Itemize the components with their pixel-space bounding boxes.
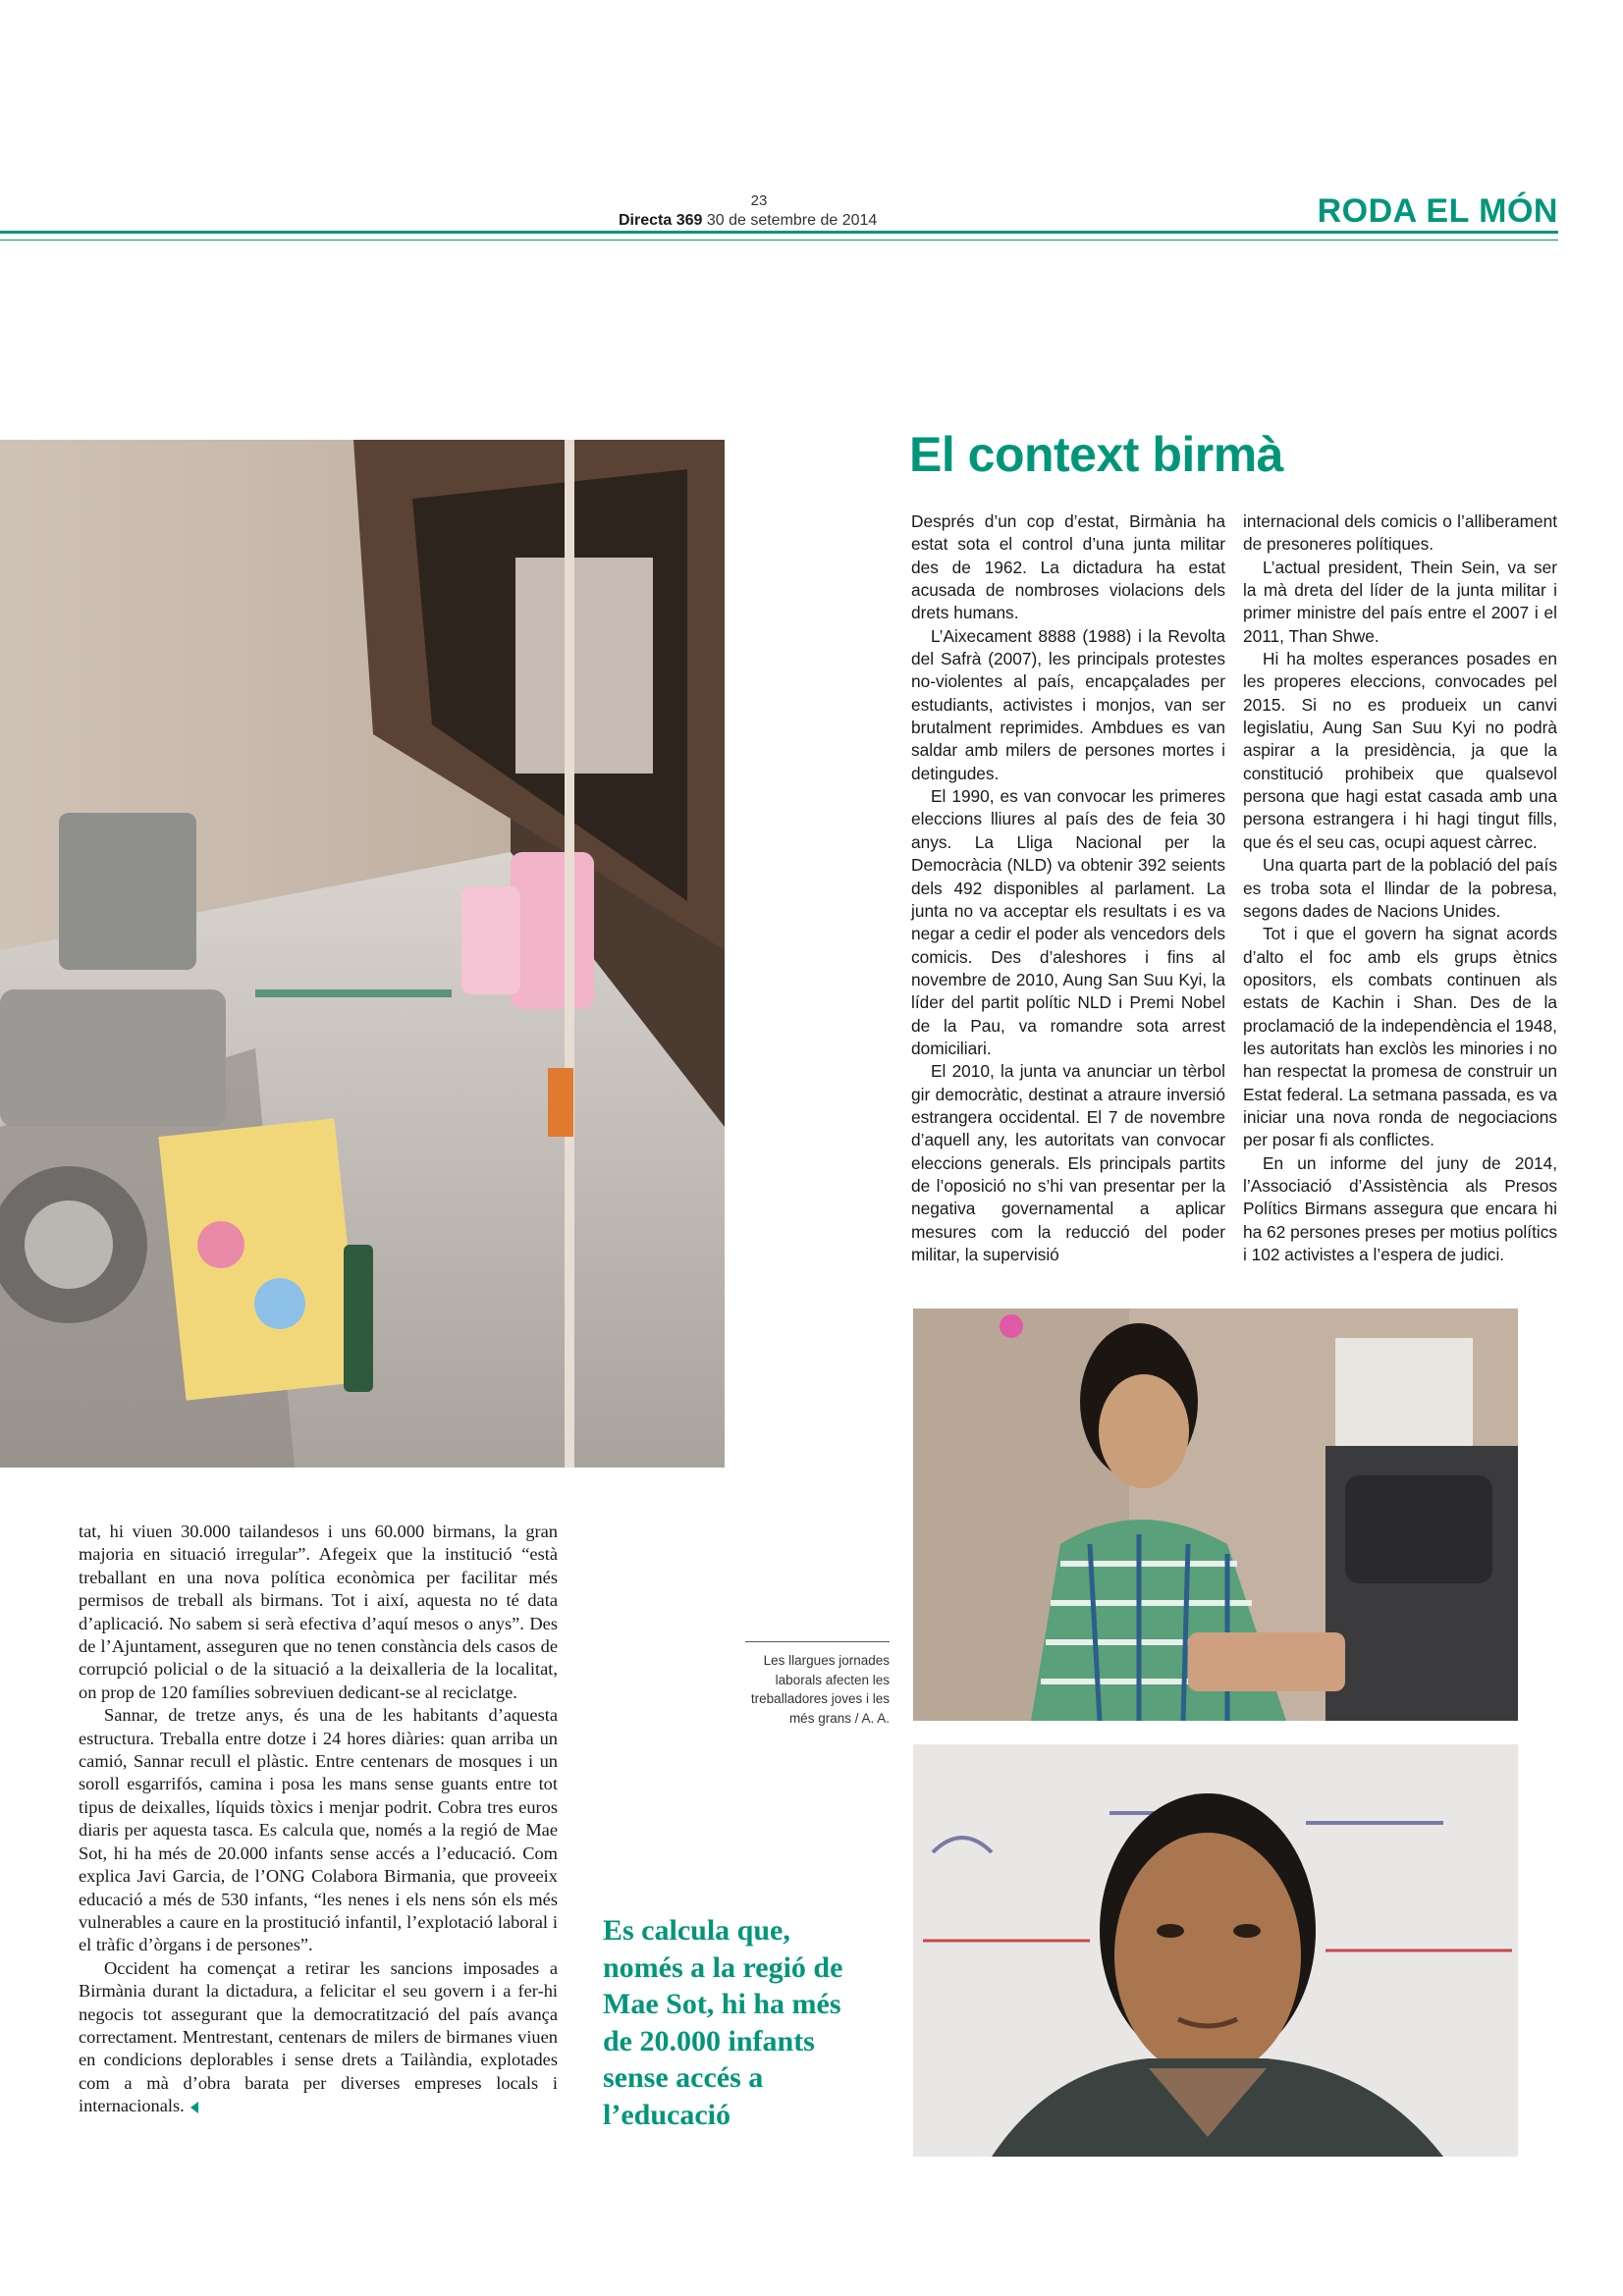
sewing-workshop-photo <box>0 440 725 1468</box>
body-paragraph-last <box>79 1957 558 2118</box>
sidebar-paragraph: Hi ha moltes esperances posades en les properes eleccions, convocades pel 2015. Si no es produeix un canvi legislatiu, Aung San Suu Kyi no podrà aspirar a la presidència, ja que la constitució prohibeix que qualsevol persona que hagi estat casada amb una persona estrangera i hi hagi tingut fills, que és el seu cas, ocupi aquest càrrec. <box>1243 649 1557 852</box>
sidebar-paragraph: L’Aixecament 8888 (1988) i la Revolta del Safrà (2007), les principals protestes no-violentes al país, encapçalades per estudiants, activistes i monjos, van ser brutalment reprimides. Ambdues es van saldar amb milers de persones mortes i detingudes. <box>911 625 1225 783</box>
article-body <box>79 1521 558 2118</box>
sidebar-paragraph: Una quarta part de la població del país es troba sota el llindar de la pobresa, segons dades de Nacions Unides. <box>1243 855 1557 921</box>
sidebar-column-1 <box>911 510 1225 1266</box>
sidebar-paragraph: Tot i que el govern ha signat acords d’alto el foc amb els grups ètnics opositors, els combats continuen als estats de Kachin i Shan. Des de la proclamació de la independència el 1948, les autoritats han exclòs les minories i no han respectat la promesa de construir un Estat federal. La setmana passada, es va iniciar una nova ronda de negociacions per posar fi als conflictes. <box>1243 924 1557 1150</box>
body-paragraph: Sannar, de tretze anys, és una de les habitants d’aquesta estructura. Treballa entre dotze i 24 hores diàries: quan arriba un camió, Sannar recull el plàstic. Entre centenars de mosques i un soroll esgarrifós, camina i posa les mans sense guants entre tot tipus de deixalles, líquids tòxics i menjar podrit. Cobra tres euros diaris per aquesta tasca. Es calcula que, només a la regió de Mae Sot, hi ha més de 20.000 infants sense accés a l’educació. Com explica Javi Garcia, de l’ONG Colabora Birmania, que proveeix educació a més de 530 infants, “les nenes i els nens són els més vulnerables a caure en la prostitució infantil, l’explotació laboral i el tràfic d’òrgans i de persones”. <box>79 1705 558 1955</box>
sidebar-paragraph: En un informe del juny de 2014, l’Associació d’Assistència als Presos Polítics Birmans assegura que encara hi ha 62 persones preses per motius polítics i 102 activistes a l’espera de judici. <box>1243 1152 1557 1264</box>
sidebar-paragraph: El 1990, es van convocar les primeres eleccions lliures al país des de feia 30 anys. La Lliga Nacional per la Democràcia (NLD) va obtenir 392 seients dels 492 disponibles al parlament. La junta no va acceptar els resultats i es va negar a cedir el poder als vencedors dels comicis. Des d’aleshores i fins al novembre de 2010, Aung San Suu Kyi, la líder del partit polític NLD i Premi Nobel de la Pau, va romandre sota arrest domiciliari. <box>911 786 1225 1058</box>
body-paragraph-text: Occident ha començat a retirar les sancions imposades a Birmània durant la dictadura, a felicitar el seu govern i a fer-hi negocis tot assegurant que la democratització del país avança correctament. Mentrestant, centenars de milers de birmanes viuen en condicions deplorables i sense drets a Tailàndia, explotades com a mà d’obra barata per diverses empreses locals i internacionals. <box>79 1957 558 2116</box>
sidebar-paragraph: Després d’un cop d’estat, Birmània ha estat sota el control d’una junta militar des de 1962. La dictadura ha estat acusada de nombroses violacions dels drets humans. <box>911 511 1225 623</box>
section-label: RODA EL MÓN <box>1317 192 1558 230</box>
sidebar-paragraph: El 2010, la junta va anunciar un tèrbol gir democràtic, destinat a atraure inversió estrangera occidental. El 7 de novembre d’aquell any, les autoritats van convocar eleccions generals. Els principals partits de l’oposició no s’hi van presentar per la negativa governamental a aplicar mesures com la reducció del poder militar, la supervisió <box>911 1061 1225 1264</box>
body-paragraph: tat, hi viuen 30.000 tailandesos i uns 60.000 birmans, la gran majoria en situació irregular”. Afegeix que la institució “està treballant en una nova política econòmica per facilitar més permisos de treball als birmans. Tot i així, aquesta no té data d’aplicació. No sabem si serà efectiva d’aquí mesos o anys”. Des de l’Ajuntament, asseguren que no tenen constància dels casos de corrupció policial o de la situació a la deixalleria de la localitat, on prop de 120 famílies sobreviuen dedicant-se al reciclatge. <box>79 1522 558 1702</box>
sidebar-column-2 <box>1243 510 1557 1266</box>
pull-quote: Es calcula que, només a la regió de Mae Sot, hi ha més de 20.000 infants sense accés a l’educació <box>603 1914 843 2131</box>
worker-woman-photo <box>913 1308 1518 1721</box>
caption-rule <box>745 1641 890 1642</box>
sidebar-title: El context birmà <box>909 427 1283 482</box>
publication-name: Directa 369 <box>619 212 703 229</box>
issue-date: 30 de setembre de 2014 <box>706 212 878 229</box>
portrait-man-photo <box>913 1744 1518 2157</box>
end-of-article-icon <box>190 2102 198 2113</box>
page-number: 23 <box>750 192 768 209</box>
folio <box>619 212 877 230</box>
sidebar-paragraph: internacional dels comicis o l’alliberament de presoneres polítiques. <box>1243 511 1557 555</box>
sidebar-paragraph: L’actual president, Thein Sein, va ser la mà dreta del líder de la junta militar i primer ministre del país entre el 2007 i el 2011, Than Shwe. <box>1243 557 1557 646</box>
header-rule <box>0 231 1558 234</box>
photo-caption: Les llargues jornades laborals afecten les treballadores joves i les més grans / A. A. <box>750 1653 890 1726</box>
